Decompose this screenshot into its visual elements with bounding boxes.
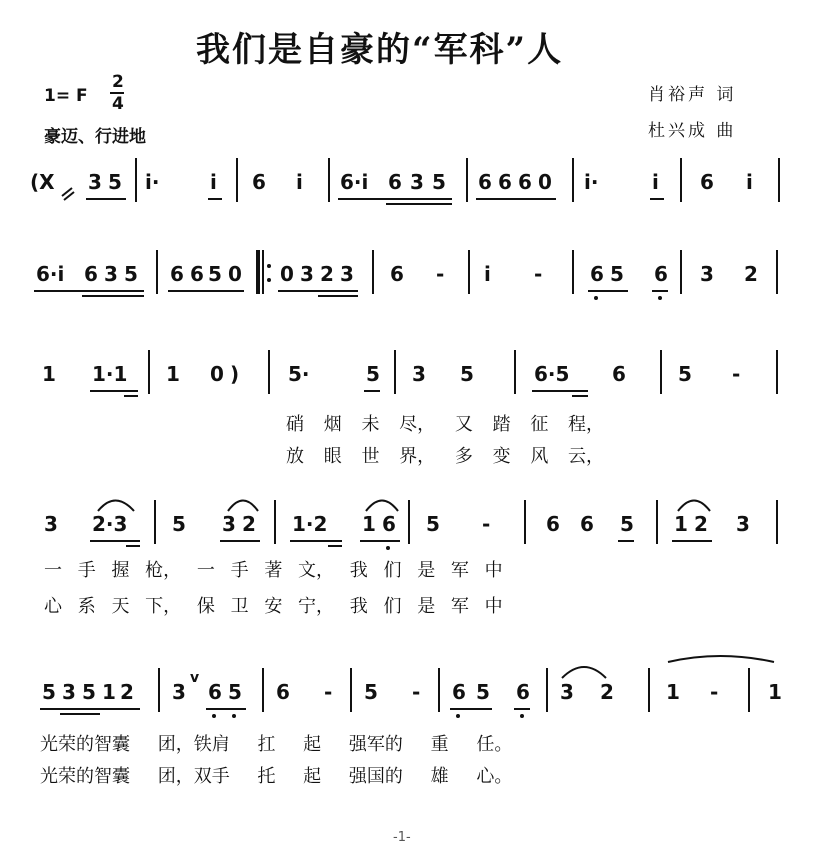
lyrics-row-5-verse-1: 光荣的智囊 团，铁肩 扛 起 强军的 重 任。 [40, 734, 513, 755]
lyrics-row-3-verse-2: 放 眼 世 界， 多 变 风 云， [286, 446, 605, 467]
page-number: -1- [393, 830, 411, 845]
key-signature: 1= F [44, 86, 88, 106]
lyrics-row-3-verse-1: 硝 烟 未 尽， 又 踏 征 程， [286, 414, 605, 435]
composer-credit: 杜兴成 曲 [648, 121, 737, 141]
tempo-marking: 豪迈、行进地 [44, 127, 146, 147]
lyrics-row-5-verse-2: 光荣的智囊 团，双手 托 起 强国的 雄 心。 [40, 766, 513, 787]
lyricist-credit: 肖裕声 词 [648, 85, 737, 105]
time-signature-bottom: 4 [112, 94, 124, 114]
lyrics-row-4-verse-2: 心 系 天 下， 保 卫 安 宁， 我 们 是 军 中 [44, 596, 503, 617]
time-signature-top: 2 [112, 72, 124, 92]
page-title: 我们是自豪的“军科”人 [196, 30, 564, 70]
lyrics-row-4-verse-1: 一 手 握 枪， 一 手 著 文， 我 们 是 军 中 [44, 560, 503, 581]
